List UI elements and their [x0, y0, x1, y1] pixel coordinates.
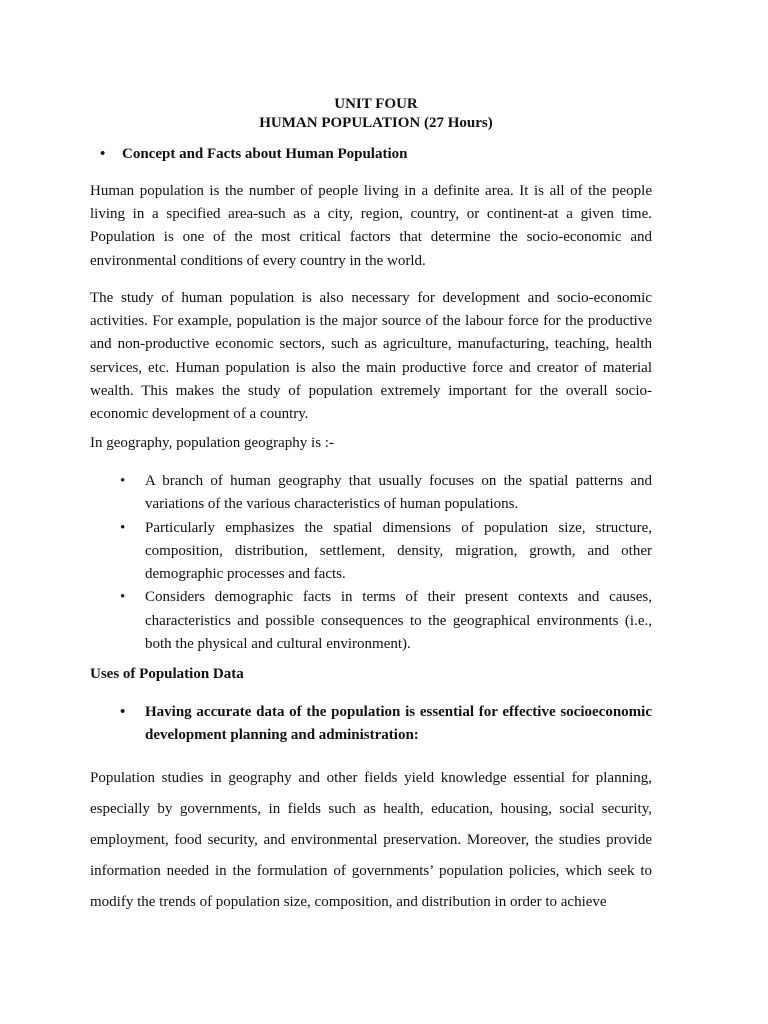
list-item-text: A branch of human geography that usually focuses on the spatial patterns and variations of the various characteristics of human populations.: [145, 473, 652, 513]
bullet-icon: •: [120, 704, 126, 720]
bullet-icon: •: [120, 519, 126, 536]
uses-list: [120, 701, 652, 748]
paragraph-population-studies: Population studies in geography and other fields yield knowledge essential for planning, especially by governments, in fields such as health, education, housing, social security, employment, food security, and environmental preservation. Moreover, the studies provide information needed in the formulation of governments’ population policies, which seek to modify the trends of population size, composition, and distribution in order to achieve: [90, 770, 652, 910]
paragraph-intro: In geography, population geography is :-: [90, 435, 334, 451]
bullet-icon: •: [120, 589, 126, 606]
list-item-text: Considers demographic facts in terms of their present contexts and causes, characteristics and possible consequences to the geographical environments (i.e., both the physical and cultural environment).: [145, 589, 652, 653]
unit-heading: [90, 95, 662, 133]
paragraph-study: The study of human population is also necessary for development and socio-economic activities. For example, population is the major source of the labour force for the productive and non-productive economic sectors, such as agriculture, manufacturing, teaching, health services, etc. Human population is also the main productive force and creator of material wealth. This makes the study of population extremely important for the overall socio-economic development of a country.: [90, 290, 652, 423]
list-item-text: Having accurate data of the population is essential for effective socioeconomic development planning and administration:: [145, 704, 652, 744]
list-item: [120, 701, 652, 748]
unit-title: HUMAN POPULATION (27 Hours): [259, 115, 493, 131]
list-item: [120, 470, 652, 517]
section-heading-uses: Uses of Population Data: [90, 666, 244, 682]
bullet-icon: •: [100, 146, 106, 162]
list-item: [120, 517, 652, 587]
bullet-icon: •: [120, 473, 126, 489]
geography-list: [120, 470, 652, 656]
list-item-text: Particularly emphasizes the spatial dimensions of population size, structure, composition, distribution, settlement, density, migration, growth, and other demographic processes and facts.: [145, 519, 652, 583]
paragraph-definition: Human population is the number of people living in a definite area. It is all of the people living in a specified area-such as a city, region, country, or continent-at a given time. Population is one of the most critical factors that determine the socio-economic and environmental conditions of every country in the world.: [90, 183, 652, 269]
section-heading-text: Concept and Facts about Human Population: [122, 146, 408, 162]
list-item: [120, 586, 652, 656]
unit-label: UNIT FOUR: [334, 96, 418, 112]
